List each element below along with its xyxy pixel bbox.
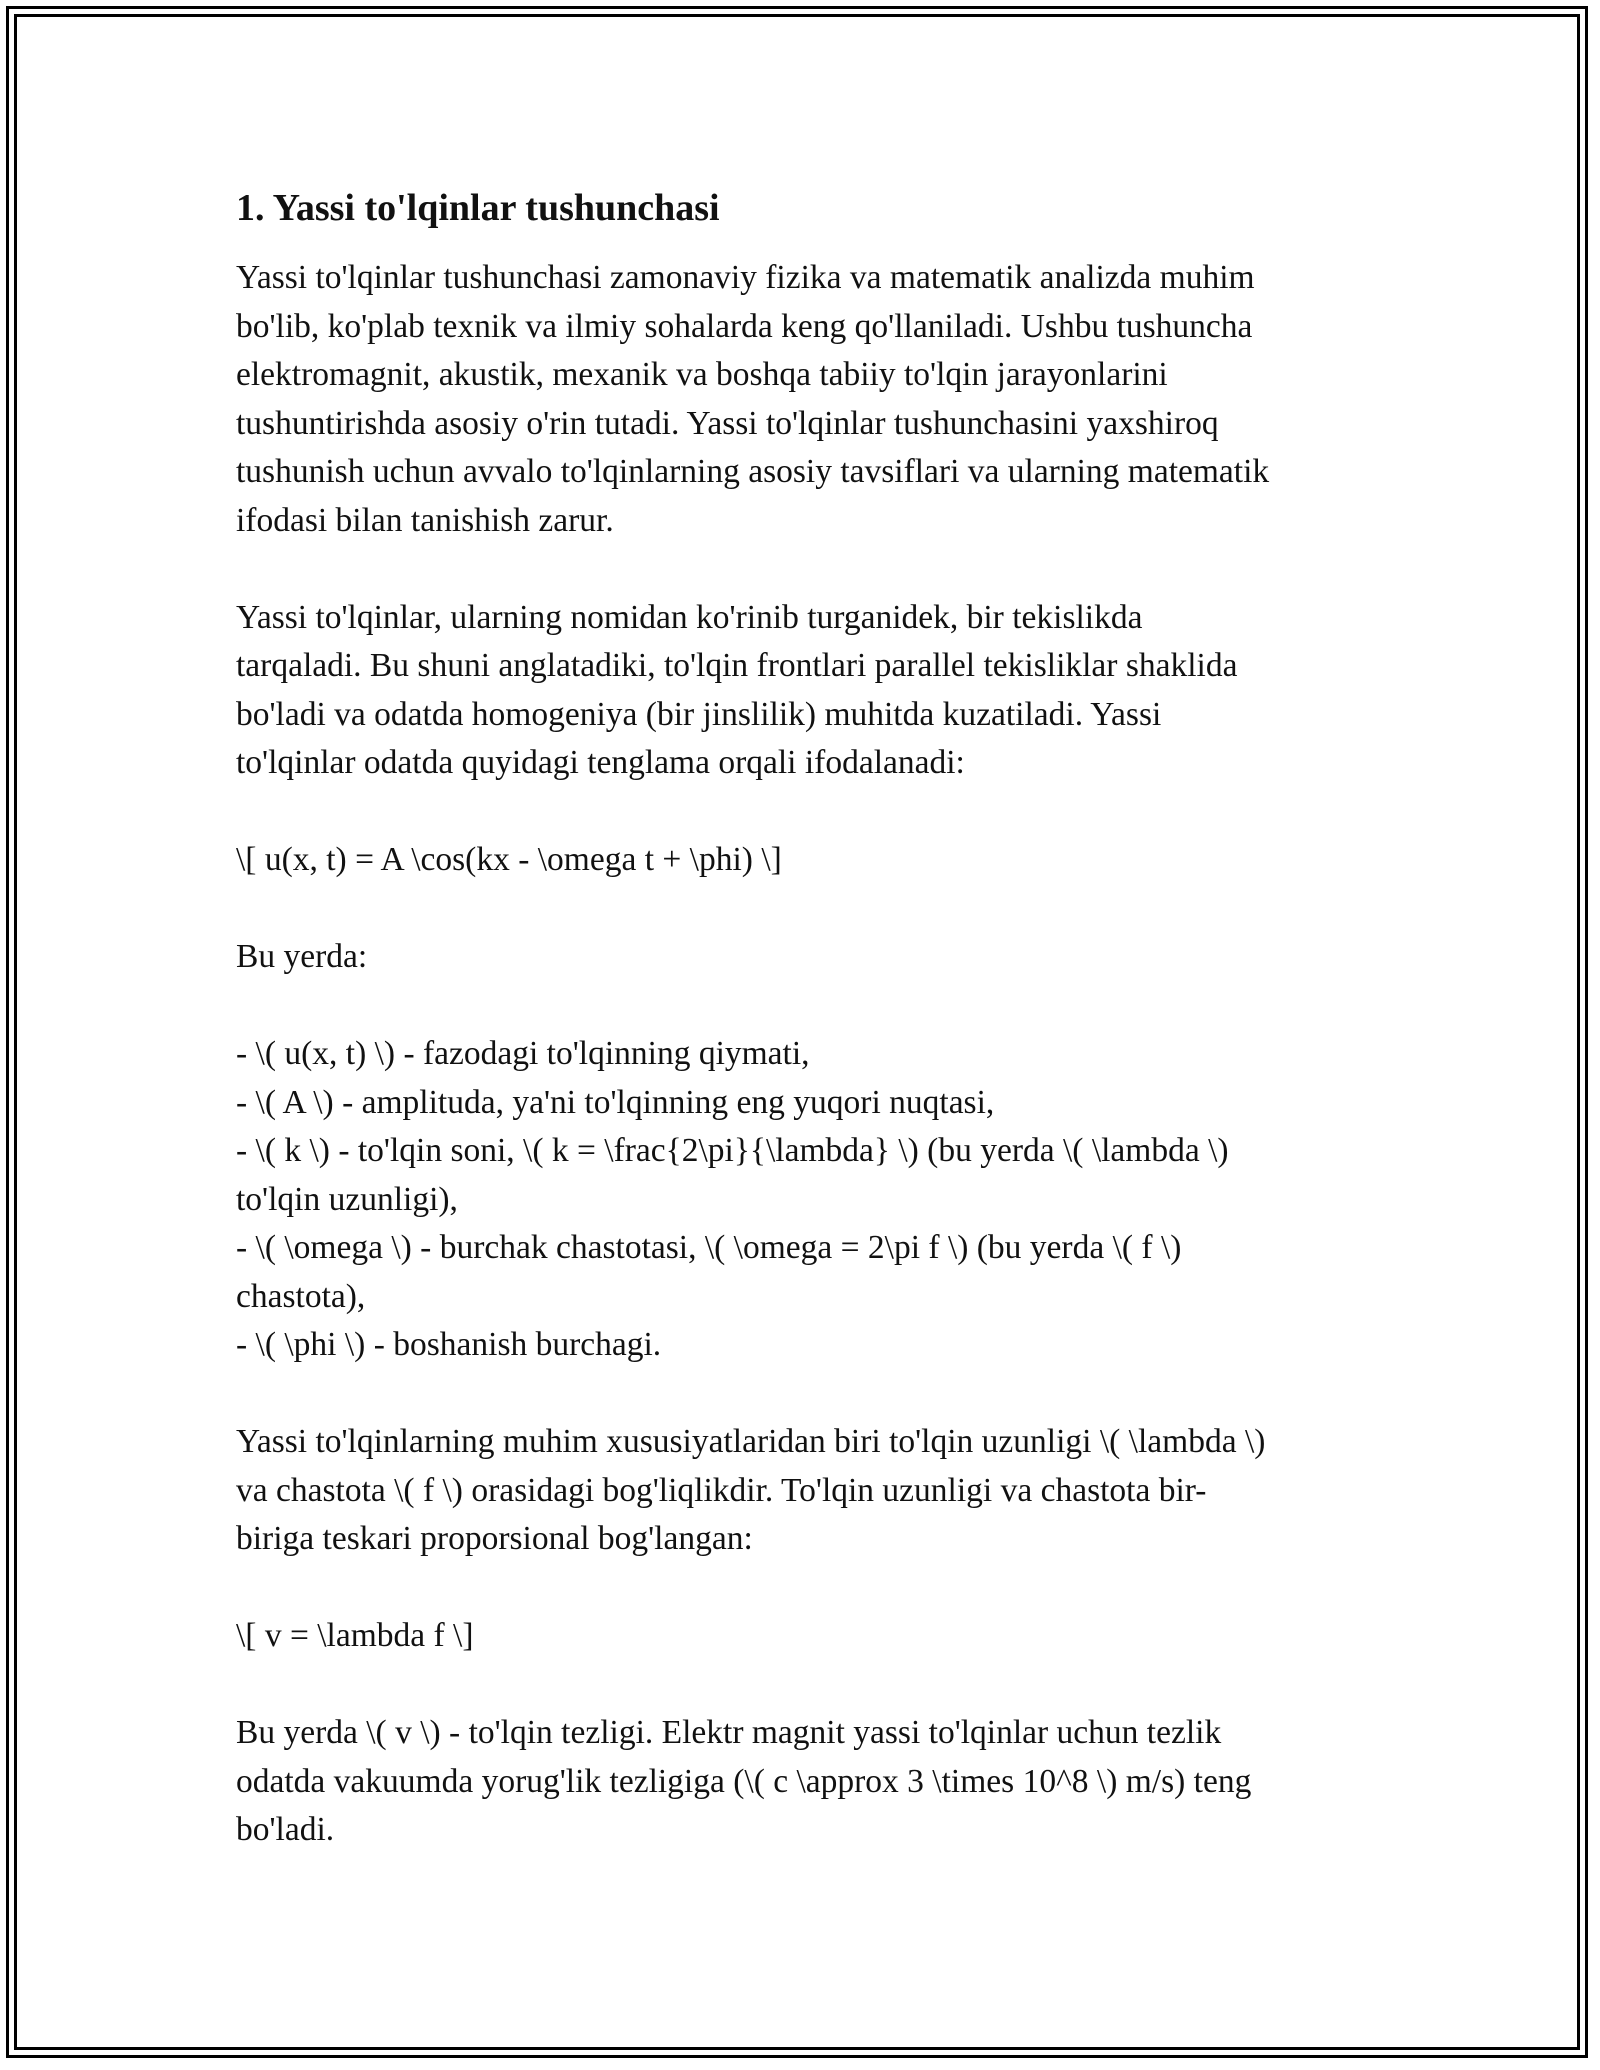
document-body: [236, 184, 1376, 1903]
paragraph-where: [236, 933, 1376, 982]
text-line: Yassi to'lqinlar, ularning nomidan ko'rinib turganidek, bir tekislikda: [236, 598, 1143, 636]
list-item: - \( \phi \) - boshanish burchagi.: [236, 1326, 662, 1363]
text-line: bo'ladi va odatda homogeniya (bir jinslilik) muhitda kuzatiladi. Yassi: [236, 695, 1162, 733]
text-line: tarqaladi. Bu shuni anglatadiki, to'lqin frontlari parallel tekisliklar shaklida: [236, 647, 1238, 684]
text-line: biriga teskari proporsional bog'langan:: [236, 1520, 753, 1557]
text-line: ifodasi bilan tanishish zarur.: [236, 501, 614, 539]
paragraph-intro: [236, 254, 1376, 545]
text-line: va chastota \( f \) orasidagi bog'liqlikdir. To'lqin uzunligi va chastota bir-: [236, 1471, 1207, 1509]
variable-list: [236, 1030, 1376, 1370]
text-line: Bu yerda \( v \) - to'lqin tezligi. Elektr magnit yassi to'lqinlar uchun tezlik: [236, 1714, 1222, 1751]
text-line: Bu yerda:: [236, 938, 368, 975]
paragraph-speed: [236, 1709, 1376, 1855]
list-item: chastota),: [236, 1277, 366, 1315]
paragraph-relation: [236, 1418, 1376, 1564]
text-line: tushuntirishda asosiy o'rin tutadi. Yassi to'lqinlar tushunchasini yaxshiroq: [236, 404, 1219, 442]
equation-line: \[ v = \lambda f \]: [236, 1617, 474, 1654]
equation-line: \[ u(x, t) = A \cos(kx - \omega t + \phi) \]: [236, 841, 782, 878]
section-heading: 1. Yassi to'lqinlar tushunchasi: [236, 187, 720, 229]
list-item: - \( u(x, t) \) - fazodagi to'lqinning qiymati,: [236, 1035, 810, 1072]
paragraph-definition: [236, 594, 1376, 788]
text-line: tushunish uchun avvalo to'lqinlarning asosiy tavsiflari va ularning matematik: [236, 453, 1270, 490]
list-item: - \( k \) - to'lqin soni, \( k = \frac{2\pi}{\lambda} \) (bu yerda \( \lambda \): [236, 1132, 1229, 1169]
list-item: - \( \omega \) - burchak chastotasi, \( \omega = 2\pi f \) (bu yerda \( f \): [236, 1229, 1182, 1266]
text-line: bo'lib, ko'plab texnik va ilmiy sohalarda keng qo'llaniladi. Ushbu tushuncha: [236, 307, 1253, 345]
text-line: Yassi to'lqinlar tushunchasi zamonaviy fizika va matematik analizda muhim: [236, 259, 1255, 296]
text-line: bo'ladi.: [236, 1811, 335, 1848]
text-line: to'lqinlar odatda quyidagi tenglama orqali ifodalanadi:: [236, 744, 965, 781]
text-line: elektromagnit, akustik, mexanik va boshqa tabiiy to'lqin jarayonlarini: [236, 356, 1168, 393]
text-line: Yassi to'lqinlarning muhim xususiyatlaridan biri to'lqin uzunligi \( \lambda \): [236, 1423, 1266, 1460]
equation-velocity: [236, 1612, 1376, 1661]
list-item: to'lqin uzunligi),: [236, 1180, 458, 1218]
list-item: - \( A \) - amplituda, ya'ni to'lqinning eng yuqori nuqtasi,: [236, 1083, 995, 1121]
equation-wave: [236, 836, 1376, 885]
text-line: odatda vakuumda yorug'lik tezligiga (\( c \approx 3 \times 10^8 \) m/s) teng: [236, 1762, 1252, 1800]
